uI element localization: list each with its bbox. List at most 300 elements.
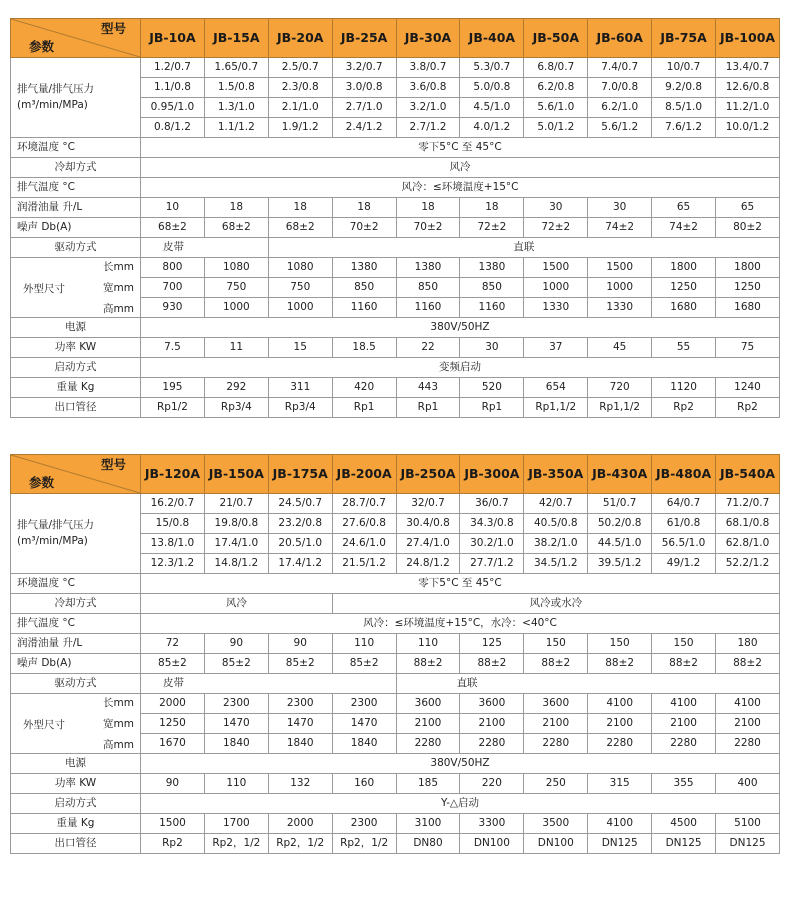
noise-cell: 85±2 [204, 654, 268, 674]
oil-cell: 10 [141, 198, 205, 218]
flow-cell: 24.5/0.7 [268, 494, 332, 514]
width-cell: 750 [204, 278, 268, 298]
flow-cell: 62.8/1.0 [716, 534, 780, 554]
model-name: JB-15A [204, 19, 268, 58]
width-cell: 850 [460, 278, 524, 298]
width-cell: 1470 [204, 714, 268, 734]
model-name: JB-50A [524, 19, 588, 58]
height-cell: 2280 [716, 734, 780, 754]
length-cell: 1080 [268, 258, 332, 278]
length-cell: 2300 [332, 694, 396, 714]
flow-cell: 42/0.7 [524, 494, 588, 514]
weight-cell: 654 [524, 378, 588, 398]
power-cell: 90 [141, 774, 205, 794]
weight-cell: 2000 [268, 814, 332, 834]
flow-cell: 68.1/0.8 [716, 514, 780, 534]
flow-cell: 10.0/1.2 [716, 118, 780, 138]
flow-cell: 21.5/1.2 [332, 554, 396, 574]
oil-cell: 150 [652, 634, 716, 654]
flow-cell: 2.1/1.0 [268, 98, 332, 118]
weight-cell: 292 [204, 378, 268, 398]
noise-cell: 68±2 [204, 218, 268, 238]
flow-cell: 14.8/1.2 [204, 554, 268, 574]
model-name: JB-20A [268, 19, 332, 58]
flow-cell: 2.5/0.7 [268, 58, 332, 78]
flow-cell: 32/0.7 [396, 494, 460, 514]
oil-cell: 150 [524, 634, 588, 654]
flow-cell: 61/0.8 [652, 514, 716, 534]
outlet-label: 出口管径 [11, 834, 141, 854]
width-cell: 1250 [141, 714, 205, 734]
outlet-cell: Rp3/4 [268, 398, 332, 418]
height-cell: 1680 [652, 298, 716, 318]
flow-cell: 4.5/1.0 [460, 98, 524, 118]
width-cell: 850 [396, 278, 460, 298]
model-name: JB-480A [652, 455, 716, 494]
noise-cell: 85±2 [332, 654, 396, 674]
noise-cell: 70±2 [396, 218, 460, 238]
weight-cell: 1240 [716, 378, 780, 398]
flow-cell: 27.6/0.8 [332, 514, 396, 534]
flow-cell: 3.8/0.7 [396, 58, 460, 78]
cooling-air: 风冷 [141, 594, 333, 614]
model-name: JB-10A [141, 19, 205, 58]
model-name: JB-350A [524, 455, 588, 494]
width-cell: 2100 [588, 714, 652, 734]
flow-cell: 44.5/1.0 [588, 534, 652, 554]
oil-cell: 150 [588, 634, 652, 654]
flow-cell: 3.2/0.7 [332, 58, 396, 78]
flow-cell: 50.2/0.8 [588, 514, 652, 534]
height-cell: 1160 [396, 298, 460, 318]
power-cell: 355 [652, 774, 716, 794]
length-cell: 3600 [460, 694, 524, 714]
power-cell: 185 [396, 774, 460, 794]
noise-cell: 88±2 [716, 654, 780, 674]
noise-cell: 68±2 [141, 218, 205, 238]
height-cell: 2280 [524, 734, 588, 754]
flow-cell: 38.2/1.0 [524, 534, 588, 554]
height-cell: 2280 [652, 734, 716, 754]
height-cell: 1330 [588, 298, 652, 318]
oil-cell: 65 [652, 198, 716, 218]
outlet-cell: Rp2，1/2 [268, 834, 332, 854]
height-cell: 2280 [396, 734, 460, 754]
flow-cell: 36/0.7 [460, 494, 524, 514]
flow-cell: 40.5/0.8 [524, 514, 588, 534]
oil-cell: 90 [204, 634, 268, 654]
oil-cell: 65 [716, 198, 780, 218]
oil-cell: 180 [716, 634, 780, 654]
model-header: 型号 [100, 21, 126, 36]
noise-cell: 88±2 [588, 654, 652, 674]
flow-cell: 17.4/1.0 [204, 534, 268, 554]
flow-cell: 49/1.2 [652, 554, 716, 574]
oil-label: 润滑油量 升/L [11, 634, 141, 654]
power-cell: 400 [716, 774, 780, 794]
flow-cell: 5.6/1.2 [588, 118, 652, 138]
outlet-label: 出口管径 [11, 398, 141, 418]
exhaust-label: 排气温度 °C [11, 178, 141, 198]
length-cell: 1380 [396, 258, 460, 278]
cooling-air-or-water: 风冷或水冷 [332, 594, 779, 614]
weight-cell: 520 [460, 378, 524, 398]
flow-cell: 1.2/0.7 [141, 58, 205, 78]
ambient-label: 环境温度 °C [11, 574, 141, 594]
model-name: JB-430A [588, 455, 652, 494]
drive-belt: 皮带 [141, 674, 397, 694]
spec-table-1 [10, 18, 780, 418]
flow-cell: 27.4/1.0 [396, 534, 460, 554]
flow-cell: 6.8/0.7 [524, 58, 588, 78]
weight-cell: 3300 [460, 814, 524, 834]
length-cell: 1080 [204, 258, 268, 278]
flow-cell: 13.4/0.7 [716, 58, 780, 78]
flow-cell: 1.65/0.7 [204, 58, 268, 78]
flow-cell: 5.3/0.7 [460, 58, 524, 78]
flow-cell: 2.3/0.8 [268, 78, 332, 98]
power-cell: 15 [268, 338, 332, 358]
oil-cell: 18 [396, 198, 460, 218]
width-cell: 1470 [332, 714, 396, 734]
model-name: JB-250A [396, 455, 460, 494]
outlet-cell: Rp1 [332, 398, 396, 418]
model-name: JB-75A [652, 19, 716, 58]
length-cell: 4100 [652, 694, 716, 714]
outlet-cell: Rp2 [716, 398, 780, 418]
weight-cell: 3100 [396, 814, 460, 834]
outlet-cell: Rp2，1/2 [332, 834, 396, 854]
length-cell: 3600 [396, 694, 460, 714]
power-cell: 110 [204, 774, 268, 794]
length-cell: 1500 [524, 258, 588, 278]
noise-cell: 88±2 [460, 654, 524, 674]
weight-cell: 311 [268, 378, 332, 398]
flow-cell: 19.8/0.8 [204, 514, 268, 534]
height-cell: 1160 [332, 298, 396, 318]
flow-cell: 27.7/1.2 [460, 554, 524, 574]
length-cell: 4100 [588, 694, 652, 714]
flow-cell: 1.3/1.0 [204, 98, 268, 118]
flow-cell: 10/0.7 [652, 58, 716, 78]
model-name: JB-120A [141, 455, 205, 494]
height-cell: 1000 [268, 298, 332, 318]
flow-cell: 5.0/1.2 [524, 118, 588, 138]
noise-cell: 72±2 [460, 218, 524, 238]
outlet-cell: DN125 [588, 834, 652, 854]
length-cell: 1800 [716, 258, 780, 278]
drive-direct: 直联 [268, 238, 779, 258]
power-source-value: 380V/50HZ [141, 754, 780, 774]
model-name: JB-175A [268, 455, 332, 494]
flow-cell: 17.4/1.2 [268, 554, 332, 574]
drive-label: 驱动方式 [11, 238, 141, 258]
model-name: JB-540A [716, 455, 780, 494]
length-cell: 800 [141, 258, 205, 278]
outlet-cell: Rp1 [396, 398, 460, 418]
power-cell: 37 [524, 338, 588, 358]
weight-label: 重量 Kg [11, 814, 141, 834]
flow-cell: 13.8/1.0 [141, 534, 205, 554]
outlet-cell: DN100 [524, 834, 588, 854]
model-name: JB-60A [588, 19, 652, 58]
drive-direct: 直联 [396, 674, 779, 694]
spec-table-2 [10, 454, 780, 854]
power-cell: 7.5 [141, 338, 205, 358]
weight-cell: 420 [332, 378, 396, 398]
start-value: Y-△启动 [141, 794, 780, 814]
noise-cell: 74±2 [652, 218, 716, 238]
width-cell: 1250 [716, 278, 780, 298]
noise-cell: 88±2 [652, 654, 716, 674]
weight-label: 重量 Kg [11, 378, 141, 398]
weight-cell: 443 [396, 378, 460, 398]
power-cell: 30 [460, 338, 524, 358]
model-name: JB-30A [396, 19, 460, 58]
outlet-cell: Rp1/2 [141, 398, 205, 418]
flow-cell: 7.6/1.2 [652, 118, 716, 138]
width-cell: 1250 [652, 278, 716, 298]
flow-cell: 39.5/1.2 [588, 554, 652, 574]
flow-cell: 9.2/0.8 [652, 78, 716, 98]
oil-label: 润滑油量 升/L [11, 198, 141, 218]
noise-label: 噪声 Db(A) [11, 654, 141, 674]
height-cell: 930 [141, 298, 205, 318]
flow-label: 排气量/排气压力 (m³/min/MPa) [11, 494, 141, 574]
corner-cell [11, 19, 141, 58]
height-cell: 1000 [204, 298, 268, 318]
flow-cell: 21/0.7 [204, 494, 268, 514]
power-cell: 132 [268, 774, 332, 794]
power-cell: 75 [716, 338, 780, 358]
flow-label: 排气量/排气压力 (m³/min/MPa) [11, 58, 141, 138]
flow-cell: 51/0.7 [588, 494, 652, 514]
ambient-label: 环境温度 °C [11, 138, 141, 158]
flow-cell: 12.6/0.8 [716, 78, 780, 98]
cooling-label: 冷却方式 [11, 158, 141, 178]
width-cell: 2100 [716, 714, 780, 734]
flow-cell: 20.5/1.0 [268, 534, 332, 554]
flow-cell: 64/0.7 [652, 494, 716, 514]
start-value: 变频启动 [141, 358, 780, 378]
length-cell: 1380 [332, 258, 396, 278]
start-label: 启动方式 [11, 358, 141, 378]
outlet-cell: DN80 [396, 834, 460, 854]
exhaust-value: 风冷：≤环境温度+15°C [141, 178, 780, 198]
oil-cell: 18 [268, 198, 332, 218]
flow-cell: 30.2/1.0 [460, 534, 524, 554]
power-cell: 18.5 [332, 338, 396, 358]
power-source-label: 电源 [11, 318, 141, 338]
flow-cell: 7.0/0.8 [588, 78, 652, 98]
dims-label: 外型尺寸 长mm 宽mm 高mm [11, 694, 141, 754]
flow-cell: 34.5/1.2 [524, 554, 588, 574]
flow-cell: 5.0/0.8 [460, 78, 524, 98]
noise-cell: 80±2 [716, 218, 780, 238]
height-cell: 2280 [588, 734, 652, 754]
power-cell: 22 [396, 338, 460, 358]
height-cell: 1670 [141, 734, 205, 754]
outlet-cell: DN100 [460, 834, 524, 854]
width-cell: 2100 [652, 714, 716, 734]
flow-cell: 1.5/0.8 [204, 78, 268, 98]
length-cell: 1380 [460, 258, 524, 278]
noise-label: 噪声 Db(A) [11, 218, 141, 238]
weight-cell: 4500 [652, 814, 716, 834]
flow-cell: 8.5/1.0 [652, 98, 716, 118]
flow-cell: 6.2/0.8 [524, 78, 588, 98]
oil-cell: 72 [141, 634, 205, 654]
power-label: 功率 KW [11, 774, 141, 794]
outlet-cell: Rp1,1/2 [524, 398, 588, 418]
width-cell: 1000 [588, 278, 652, 298]
exhaust-label: 排气温度 °C [11, 614, 141, 634]
outlet-cell: Rp1,1/2 [588, 398, 652, 418]
power-cell: 250 [524, 774, 588, 794]
noise-cell: 74±2 [588, 218, 652, 238]
model-name: JB-40A [460, 19, 524, 58]
start-label: 启动方式 [11, 794, 141, 814]
oil-cell: 18 [332, 198, 396, 218]
outlet-cell: Rp3/4 [204, 398, 268, 418]
model-name: JB-150A [204, 455, 268, 494]
width-cell: 700 [141, 278, 205, 298]
flow-cell: 23.2/0.8 [268, 514, 332, 534]
weight-cell: 3500 [524, 814, 588, 834]
flow-rows [11, 58, 780, 138]
flow-cell: 3.6/0.8 [396, 78, 460, 98]
noise-cell: 68±2 [268, 218, 332, 238]
weight-cell: 1500 [141, 814, 205, 834]
power-source-label: 电源 [11, 754, 141, 774]
power-cell: 220 [460, 774, 524, 794]
dims-label: 外型尺寸 长mm 宽mm 高mm [11, 258, 141, 318]
length-cell: 1500 [588, 258, 652, 278]
power-cell: 315 [588, 774, 652, 794]
oil-cell: 110 [396, 634, 460, 654]
length-cell: 2300 [268, 694, 332, 714]
oil-cell: 90 [268, 634, 332, 654]
oil-cell: 18 [204, 198, 268, 218]
flow-cell: 71.2/0.7 [716, 494, 780, 514]
corner-cell [11, 455, 141, 494]
param-header: 参数 [29, 474, 55, 490]
weight-cell: 5100 [716, 814, 780, 834]
noise-cell: 70±2 [332, 218, 396, 238]
noise-cell: 85±2 [141, 654, 205, 674]
param-header: 参数 [29, 38, 55, 54]
power-label: 功率 KW [11, 338, 141, 358]
header-row [11, 455, 780, 494]
flow-cell: 24.6/1.0 [332, 534, 396, 554]
flow-cell: 6.2/1.0 [588, 98, 652, 118]
oil-cell: 30 [588, 198, 652, 218]
height-cell: 1840 [332, 734, 396, 754]
flow-cell: 28.7/0.7 [332, 494, 396, 514]
flow-cell: 3.2/1.0 [396, 98, 460, 118]
width-cell: 2100 [460, 714, 524, 734]
oil-cell: 110 [332, 634, 396, 654]
model-name: JB-300A [460, 455, 524, 494]
length-cell: 3600 [524, 694, 588, 714]
model-name: JB-100A [716, 19, 780, 58]
flow-cell: 7.4/0.7 [588, 58, 652, 78]
oil-cell: 18 [460, 198, 524, 218]
flow-cell: 1.1/0.8 [141, 78, 205, 98]
flow-cell: 0.95/1.0 [141, 98, 205, 118]
weight-cell: 1120 [652, 378, 716, 398]
weight-cell: 1700 [204, 814, 268, 834]
flow-cell: 3.0/0.8 [332, 78, 396, 98]
outlet-cell: Rp1 [460, 398, 524, 418]
length-cell: 2000 [141, 694, 205, 714]
flow-cell: 30.4/0.8 [396, 514, 460, 534]
flow-cell: 24.8/1.2 [396, 554, 460, 574]
width-cell: 1000 [524, 278, 588, 298]
height-cell: 1840 [204, 734, 268, 754]
ambient-value: 零下5°C 至 45°C [141, 138, 780, 158]
width-cell: 1470 [268, 714, 332, 734]
outlet-cell: Rp2 [652, 398, 716, 418]
weight-cell: 4100 [588, 814, 652, 834]
noise-cell: 72±2 [524, 218, 588, 238]
drive-belt: 皮带 [141, 238, 269, 258]
cooling-label: 冷却方式 [11, 594, 141, 614]
flow-cell: 1.9/1.2 [268, 118, 332, 138]
power-source-value: 380V/50HZ [141, 318, 780, 338]
height-cell: 2280 [460, 734, 524, 754]
cooling-value: 风冷 [141, 158, 780, 178]
height-cell: 1840 [268, 734, 332, 754]
model-name: JB-25A [332, 19, 396, 58]
noise-cell: 85±2 [268, 654, 332, 674]
width-cell: 2100 [524, 714, 588, 734]
width-cell: 750 [268, 278, 332, 298]
model-header: 型号 [100, 457, 126, 472]
length-cell: 1800 [652, 258, 716, 278]
outlet-cell: Rp2 [141, 834, 205, 854]
outlet-cell: DN125 [716, 834, 780, 854]
power-cell: 55 [652, 338, 716, 358]
flow-cell: 2.7/1.0 [332, 98, 396, 118]
length-cell: 4100 [716, 694, 780, 714]
flow-cell: 52.2/1.2 [716, 554, 780, 574]
flow-cell: 34.3/0.8 [460, 514, 524, 534]
flow-cell: 16.2/0.7 [141, 494, 205, 514]
height-cell: 1330 [524, 298, 588, 318]
flow-cell: 56.5/1.0 [652, 534, 716, 554]
width-cell: 2100 [396, 714, 460, 734]
noise-cell: 88±2 [524, 654, 588, 674]
power-cell: 45 [588, 338, 652, 358]
oil-cell: 30 [524, 198, 588, 218]
power-cell: 11 [204, 338, 268, 358]
height-cell: 1160 [460, 298, 524, 318]
header-row [11, 19, 780, 58]
flow-cell: 0.8/1.2 [141, 118, 205, 138]
flow-cell: 2.4/1.2 [332, 118, 396, 138]
noise-cell: 88±2 [396, 654, 460, 674]
ambient-value: 零下5°C 至 45°C [141, 574, 780, 594]
height-cell: 1680 [716, 298, 780, 318]
flow-cell: 2.7/1.2 [396, 118, 460, 138]
flow-cell: 4.0/1.2 [460, 118, 524, 138]
flow-cell: 11.2/1.0 [716, 98, 780, 118]
flow-cell: 5.6/1.0 [524, 98, 588, 118]
weight-cell: 195 [141, 378, 205, 398]
weight-cell: 2300 [332, 814, 396, 834]
outlet-cell: Rp2，1/2 [204, 834, 268, 854]
